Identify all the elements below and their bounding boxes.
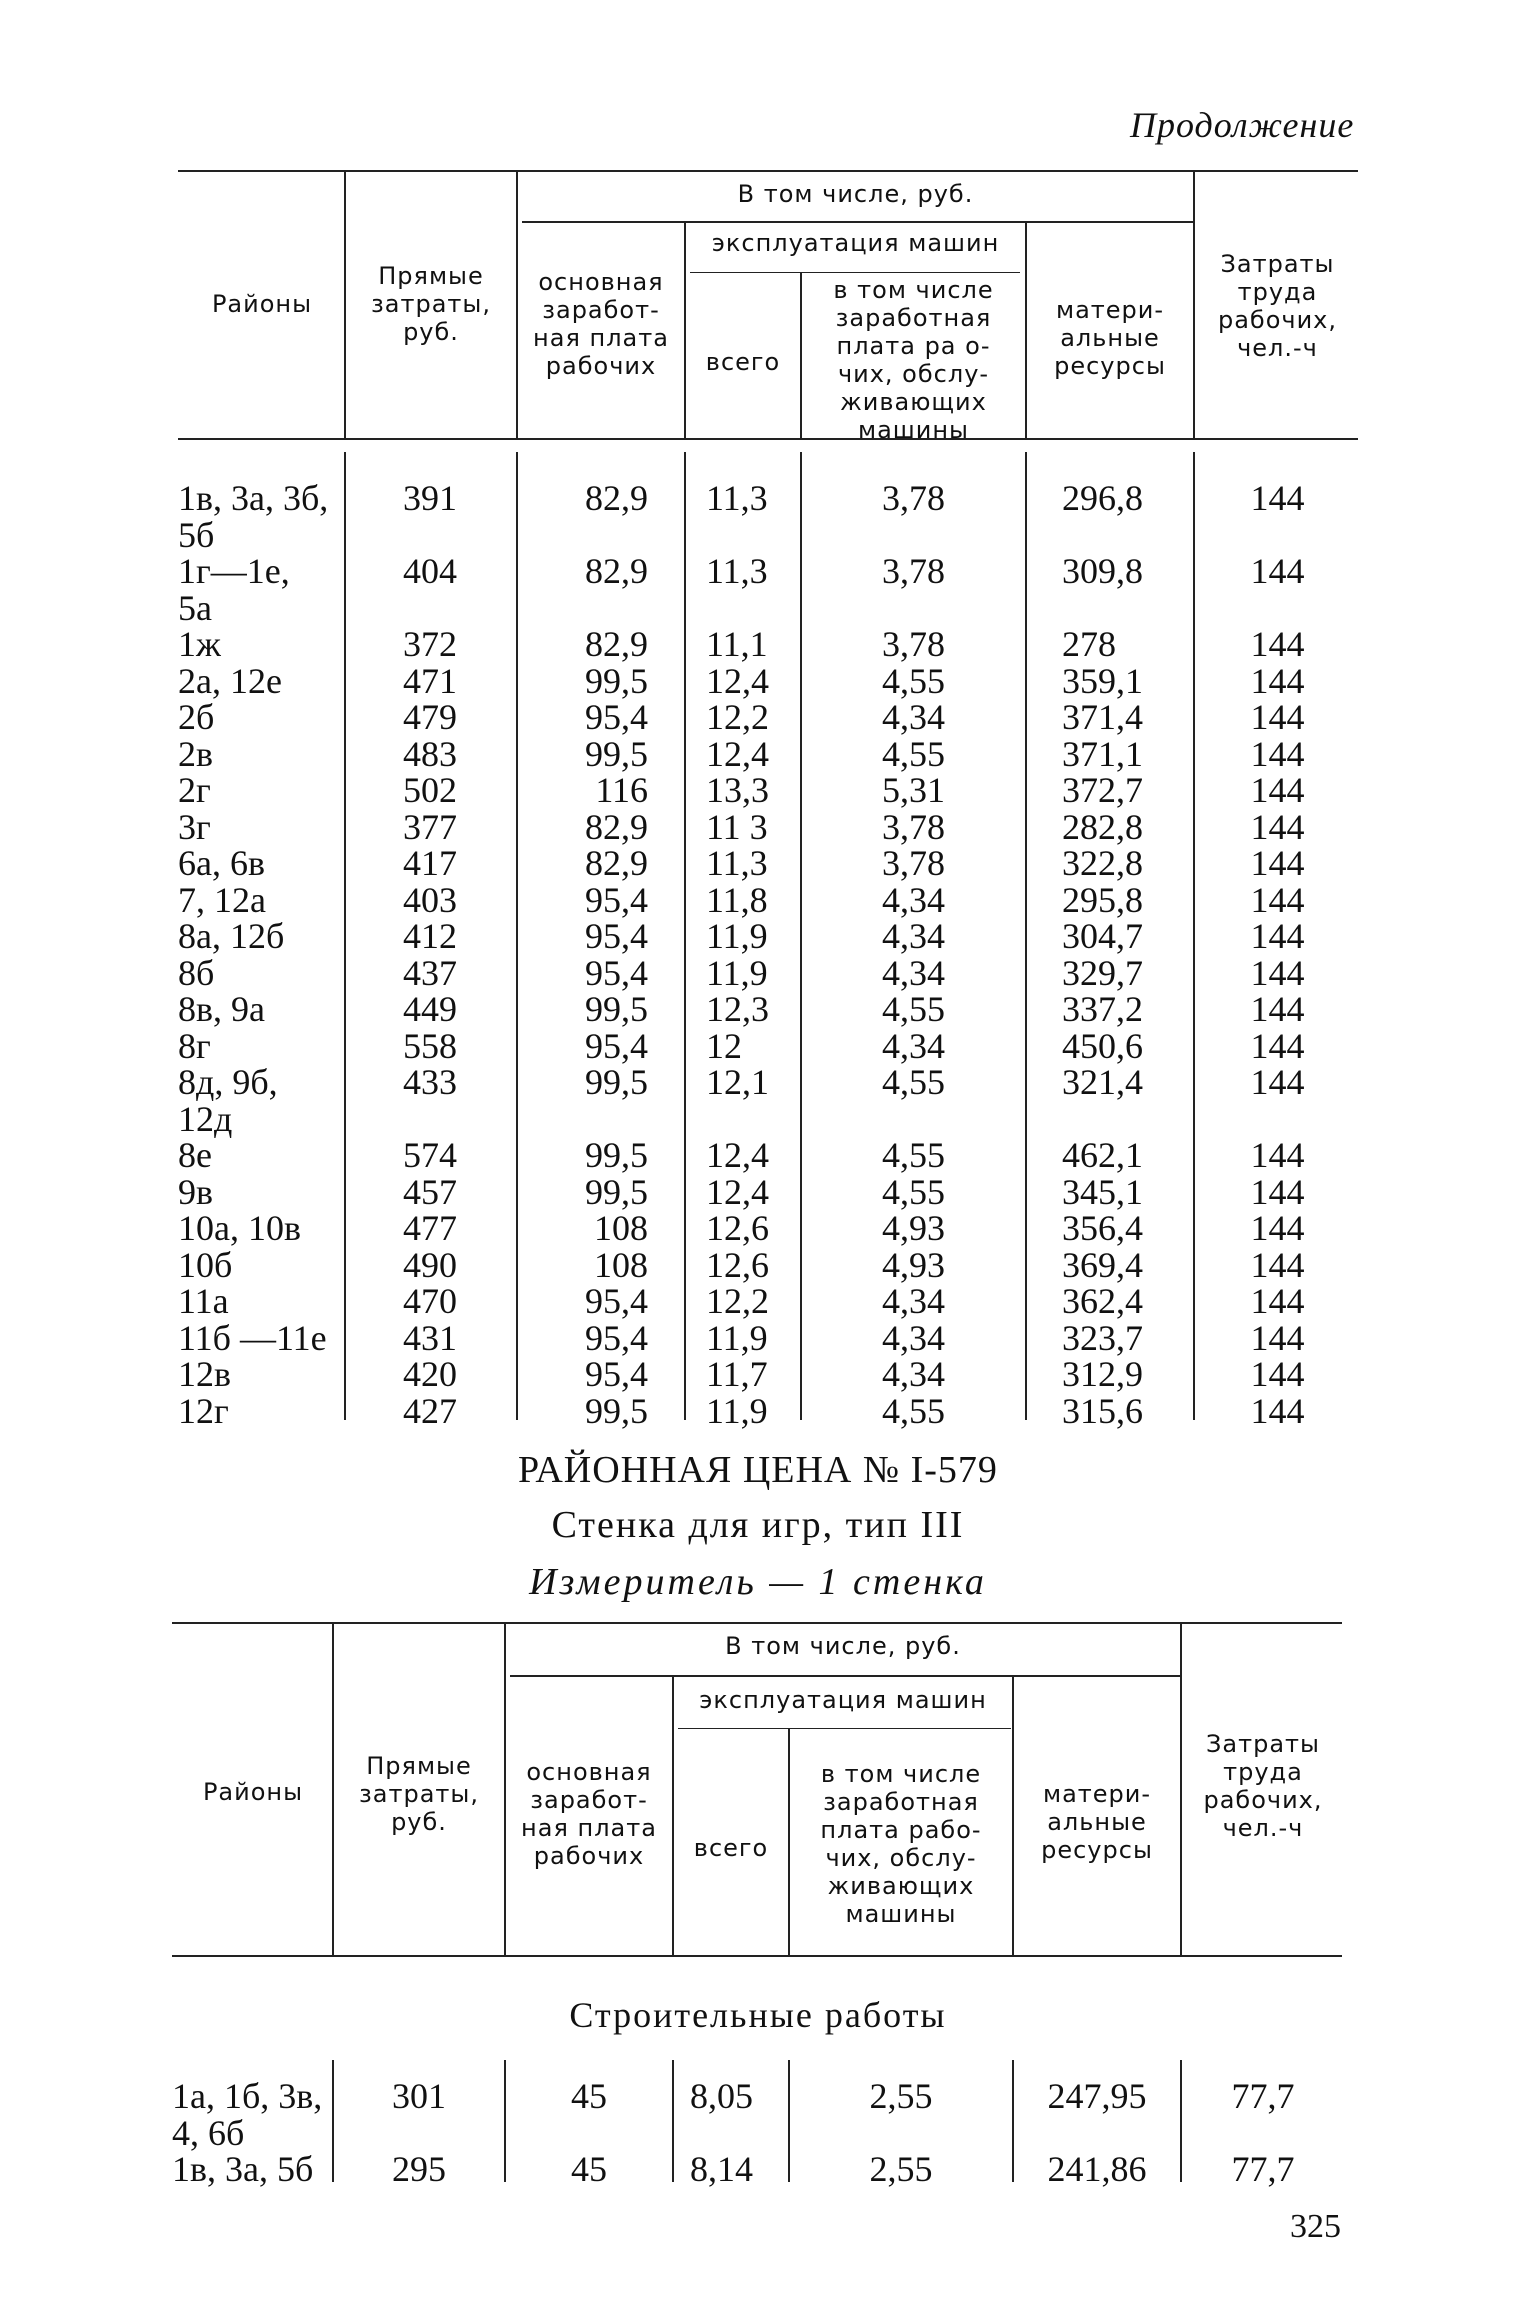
total-cell: 12,2 [706,697,769,737]
direct-cell: 301 [392,2076,446,2116]
region-cell: 6а, 6в [178,843,265,883]
labor-cell: 144 [1250,660,1305,701]
table-row [0,772,1516,809]
table-row [0,660,1516,701]
direct-cell: 558 [403,1025,457,1066]
table-row [0,1283,1516,1320]
table-row [0,991,1516,1028]
region-cell: 10б [178,1244,233,1285]
total-cell: 12,2 [706,1281,769,1321]
wage-cell: 99,5 [585,989,648,1029]
t2-header-incl-wage: в том числе заработная плата рабо- чих, обслу- живающих машины [820,1760,982,1928]
t1-header-incl-wage: в том числе заработная плата ра о- чих, обслу- живающих машины [833,276,994,444]
t1-header-labor: Затраты труда рабочих, чел.-ч [1217,250,1338,362]
t2-header-materials: матери- альные ресурсы [1041,1780,1153,1864]
t1-header-base-wage: основная заработ- ная плата рабочих [533,268,669,380]
total-cell: 12 [706,1025,742,1066]
wage-cell: 99,5 [585,1390,648,1431]
mwage-cell: 4,93 [882,1208,945,1248]
total-cell: 11,3 [706,478,768,518]
region-cell: 2г [178,770,211,810]
direct-cell: 437 [403,952,457,993]
direct-cell: 404 [403,551,457,591]
mat-cell: 345,1 [1062,1171,1143,1212]
region-cell: 11а [178,1281,229,1321]
total-cell: 12,6 [706,1208,769,1248]
region-cell: 8д, 9б, 12д [178,1062,278,1139]
mwage-cell: 4,34 [882,1354,945,1394]
total-cell: 11 3 [706,806,768,847]
wage-cell: 95,4 [585,1354,648,1394]
mwage-cell: 4,34 [882,879,945,920]
t1-header-regions: Районы [211,290,313,318]
region-cell: 12г [178,1390,229,1431]
direct-cell: 391 [403,478,457,518]
direct-cell: 457 [403,1171,457,1212]
total-cell: 11,3 [706,843,768,883]
direct-cell: 417 [403,843,457,883]
t1-header-total: всего [705,348,781,376]
table-row [0,1390,1516,1431]
table-row [0,1025,1516,1066]
table-row [0,1064,1516,1137]
mat-cell: 282,8 [1062,806,1143,847]
direct-cell: 420 [403,1354,457,1394]
wage-cell: 95,4 [585,1025,648,1066]
mat-cell: 371,1 [1062,733,1143,774]
direct-cell: 433 [403,1062,457,1102]
table-row [0,1137,1516,1174]
mwage-cell: 4,55 [882,1390,945,1431]
wage-cell: 82,9 [585,843,648,883]
direct-cell: 479 [403,697,457,737]
mwage-cell: 4,93 [882,1244,945,1285]
t2-header-machines: эксплуатация машин [699,1686,987,1714]
section-title: РАЙОННАЯ ЦЕНА № I-579 [518,1449,998,1491]
table-row [0,1244,1516,1285]
mat-cell: 369,4 [1062,1244,1143,1285]
direct-cell: 427 [403,1390,457,1431]
region-cell: 1в, 3а, 3б, 5б [178,478,329,555]
table-row [0,1317,1516,1358]
t2-header-regions: Районы [202,1778,304,1806]
mat-cell: 304,7 [1062,916,1143,956]
wage-cell: 99,5 [585,733,648,774]
mat-cell: 315,6 [1062,1390,1143,1431]
labor-cell: 144 [1250,806,1305,847]
region-cell: 2б [178,697,215,737]
table-row [0,879,1516,920]
direct-cell: 470 [403,1281,457,1321]
total-cell: 11,7 [706,1354,768,1394]
mat-cell: 296,8 [1062,478,1143,518]
labor-cell: 144 [1250,770,1305,810]
labor-cell: 144 [1250,1171,1305,1212]
mwage-cell: 4,55 [882,1062,945,1102]
mat-cell: 323,7 [1062,1317,1143,1358]
table-row [0,1171,1516,1212]
wage-cell: 82,9 [585,806,648,847]
page-number: 325 [1290,2208,1341,2245]
region-cell: 1в, 3а, 5б [172,2149,314,2189]
wage-cell: 95,4 [585,1317,648,1358]
mat-cell: 329,7 [1062,952,1143,993]
mwage-cell: 3,78 [882,551,945,591]
total-cell: 11,9 [706,916,768,956]
direct-cell: 483 [403,733,457,774]
wage-cell: 95,4 [585,916,648,956]
t1-header-materials: матери- альные ресурсы [1054,296,1166,380]
wage-cell: 99,5 [585,1135,648,1175]
table-row [0,952,1516,993]
mat-cell: 462,1 [1062,1135,1143,1175]
wage-cell: 99,5 [585,1171,648,1212]
wage-cell: 82,9 [585,478,648,518]
total-cell: 11,9 [706,1317,768,1358]
region-cell: 2в [178,733,213,774]
mat-cell: 450,6 [1062,1025,1143,1066]
mwage-cell: 3,78 [882,478,945,518]
t2-header-total: всего [693,1834,769,1862]
direct-cell: 471 [403,660,457,701]
direct-cell: 449 [403,989,457,1029]
table-row [0,699,1516,736]
wage-cell: 95,4 [585,1281,648,1321]
wage-cell: 95,4 [585,879,648,920]
wage-cell: 99,5 [585,660,648,701]
region-cell: 1г—1е, 5а [178,551,290,628]
table-row [0,2151,1516,2188]
mwage-cell: 2,55 [869,2076,933,2116]
t1-header-incl: В том числе, руб. [737,180,974,208]
labor-cell: 144 [1250,1135,1305,1175]
mwage-cell: 2,55 [869,2149,933,2189]
total-cell: 12,1 [706,1062,769,1102]
mat-cell: 371,4 [1062,697,1143,737]
total-cell: 12,6 [706,1244,769,1285]
region-cell: 10а, 10в [178,1208,301,1248]
region-cell: 8в, 9а [178,989,265,1029]
labor-cell: 144 [1250,1317,1305,1358]
labor-cell: 144 [1250,1281,1305,1321]
wage-cell: 108 [594,1244,648,1285]
labor-cell: 144 [1250,733,1305,774]
table-row [0,806,1516,847]
mat-cell: 356,4 [1062,1208,1143,1248]
mat-cell: 278 [1062,624,1116,664]
region-cell: 8г [178,1025,211,1066]
t1-header-machines: эксплуатация машин [711,229,1000,257]
table-row [0,2078,1516,2151]
t1-header-direct: Прямые затраты, руб. [371,262,491,346]
total-cell: 11,3 [706,551,768,591]
t2-header-incl: В том числе, руб. [725,1632,961,1660]
table-row [0,1210,1516,1247]
total-cell: 12,4 [706,733,769,774]
total-cell: 11,9 [706,952,768,993]
mwage-cell: 4,55 [882,733,945,774]
labor-cell: 144 [1250,843,1305,883]
labor-cell: 144 [1250,478,1305,518]
table-row [0,1356,1516,1393]
t2-header-direct: Прямые затраты, руб. [359,1752,479,1836]
labor-cell: 144 [1250,624,1305,664]
section-subtitle: Стенка для игр, тип III [551,1504,965,1546]
region-cell: 11б —11е [178,1317,327,1358]
wage-cell: 95,4 [585,697,648,737]
wage-cell: 82,9 [585,551,648,591]
mwage-cell: 3,78 [882,806,945,847]
labor-cell: 144 [1250,879,1305,920]
total-cell: 8,05 [690,2076,753,2116]
direct-cell: 295 [392,2149,446,2189]
mat-cell: 359,1 [1062,660,1143,701]
t2-section-label: Строительные работы [569,1995,947,2035]
mat-cell: 312,9 [1062,1354,1143,1394]
labor-cell: 144 [1250,916,1305,956]
mat-cell: 322,8 [1062,843,1143,883]
direct-cell: 502 [403,770,457,810]
mwage-cell: 4,55 [882,660,945,701]
t2-header-base-wage: основная заработ- ная плата рабочих [521,1758,657,1870]
labor-cell: 144 [1250,989,1305,1029]
mwage-cell: 4,34 [882,952,945,993]
labor-cell: 77,7 [1231,2076,1295,2116]
mwage-cell: 3,78 [882,624,945,664]
mat-cell: 309,8 [1062,551,1143,591]
table-row [0,918,1516,955]
wage-cell: 108 [594,1208,648,1248]
direct-cell: 431 [403,1317,457,1358]
direct-cell: 477 [403,1208,457,1248]
table-row [0,845,1516,882]
wage-cell: 116 [595,770,648,810]
section-measure: Измеритель — 1 стенка [529,1561,987,1603]
region-cell: 8б [178,952,215,993]
total-cell: 12,3 [706,989,769,1029]
mat-cell: 295,8 [1062,879,1143,920]
region-cell: 9в [178,1171,213,1212]
labor-cell: 144 [1250,1390,1305,1431]
total-cell: 8,14 [690,2149,753,2189]
wage-cell: 99,5 [585,1062,648,1102]
labor-cell: 77,7 [1231,2149,1295,2189]
direct-cell: 377 [403,806,457,847]
total-cell: 11,1 [706,624,768,664]
labor-cell: 144 [1250,952,1305,993]
region-cell: 3г [178,806,211,847]
mat-cell: 362,4 [1062,1281,1143,1321]
mwage-cell: 4,34 [882,697,945,737]
mwage-cell: 4,34 [882,1281,945,1321]
total-cell: 11,8 [706,879,768,920]
mat-cell: 241,86 [1047,2149,1147,2189]
table-row [0,553,1516,626]
mat-cell: 247,95 [1047,2076,1147,2116]
wage-cell: 95,4 [585,952,648,993]
region-cell: 8а, 12б [178,916,285,956]
region-cell: 7, 12а [178,879,266,920]
table-row [0,733,1516,774]
wage-cell: 45 [571,2076,607,2116]
region-cell: 1а, 1б, 3в, 4, 6б [172,2076,323,2153]
total-cell: 12,4 [706,660,769,701]
labor-cell: 144 [1250,1062,1305,1102]
mwage-cell: 4,34 [882,1317,945,1358]
direct-cell: 403 [403,879,457,920]
labor-cell: 144 [1250,551,1305,591]
direct-cell: 574 [403,1135,457,1175]
total-cell: 13,3 [706,770,769,810]
mat-cell: 337,2 [1062,989,1143,1029]
labor-cell: 144 [1250,1025,1305,1066]
table-row [0,480,1516,553]
table-row [0,626,1516,663]
direct-cell: 490 [403,1244,457,1285]
continued-label: Продолжение [1130,105,1355,145]
total-cell: 12,4 [706,1171,769,1212]
mat-cell: 372,7 [1062,770,1143,810]
wage-cell: 45 [571,2149,607,2189]
labor-cell: 144 [1250,1244,1305,1285]
total-cell: 11,9 [706,1390,768,1431]
wage-cell: 82,9 [585,624,648,664]
region-cell: 1ж [178,624,221,664]
mwage-cell: 4,55 [882,989,945,1029]
mat-cell: 321,4 [1062,1062,1143,1102]
t2-header-labor: Затраты труда рабочих, чел.-ч [1203,1730,1323,1842]
labor-cell: 144 [1250,1354,1305,1394]
region-cell: 8е [178,1135,212,1175]
region-cell: 12в [178,1354,231,1394]
mwage-cell: 4,34 [882,916,945,956]
labor-cell: 144 [1250,1208,1305,1248]
region-cell: 2а, 12е [178,660,282,701]
mwage-cell: 4,55 [882,1135,945,1175]
direct-cell: 412 [403,916,457,956]
mwage-cell: 4,34 [882,1025,945,1066]
mwage-cell: 3,78 [882,843,945,883]
mwage-cell: 4,55 [882,1171,945,1212]
direct-cell: 372 [403,624,457,664]
mwage-cell: 5,31 [882,770,945,810]
total-cell: 12,4 [706,1135,769,1175]
labor-cell: 144 [1250,697,1305,737]
